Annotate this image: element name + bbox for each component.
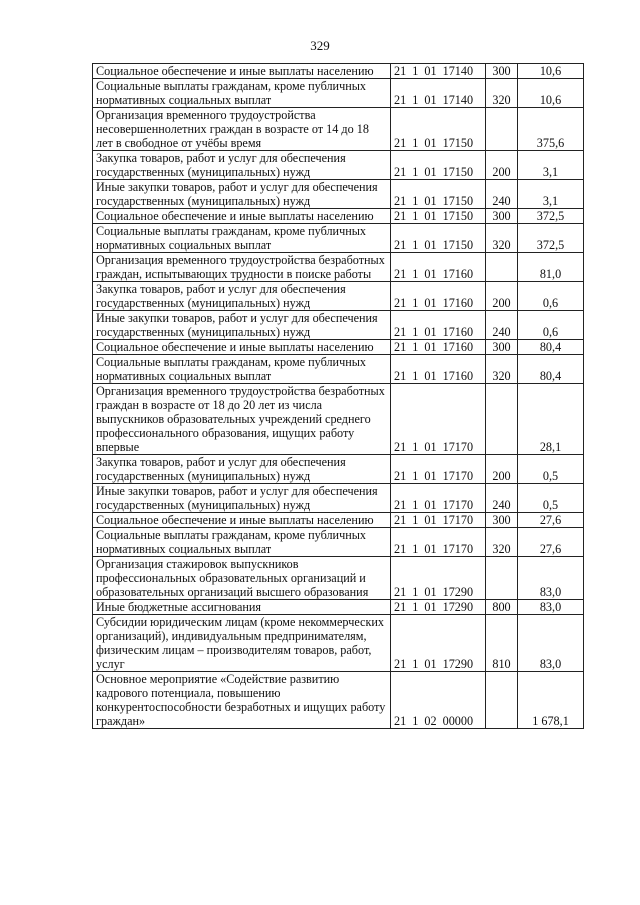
row-code: 21 1 01 17290 [391,600,486,615]
table-row [93,615,584,672]
table-row [93,108,584,151]
row-amount: 0,5 [518,455,584,484]
row-code: 21 1 01 17150 [391,180,486,209]
row-expense-type: 300 [486,64,518,79]
row-name: Социальные выплаты гражданам, кроме публичных нормативных социальных выплат [93,528,391,557]
row-code: 21 1 01 17170 [391,528,486,557]
row-expense-type: 810 [486,615,518,672]
table-row [93,282,584,311]
row-code: 21 1 01 17290 [391,557,486,600]
row-code: 21 1 01 17160 [391,355,486,384]
row-amount: 10,6 [518,64,584,79]
table-row [93,484,584,513]
row-code: 21 1 01 17170 [391,455,486,484]
row-code: 21 1 01 17150 [391,108,486,151]
row-name: Иные закупки товаров, работ и услуг для обеспечения государственных (муниципальных) нужд [93,484,391,513]
row-name: Социальные выплаты гражданам, кроме публичных нормативных социальных выплат [93,79,391,108]
row-amount: 83,0 [518,600,584,615]
row-code: 21 1 01 17160 [391,340,486,355]
row-expense-type: 200 [486,455,518,484]
table-row [93,151,584,180]
table-row [93,340,584,355]
row-name: Закупка товаров, работ и услуг для обеспечения государственных (муниципальных) нужд [93,151,391,180]
row-code: 21 1 02 00000 [391,672,486,729]
row-amount: 83,0 [518,615,584,672]
row-amount: 372,5 [518,224,584,253]
row-name: Субсидии юридическим лицам (кроме некоммерческих организаций), индивидуальным предпринимателям, физическим лицам – производителям товаров, работ, услуг [93,615,391,672]
row-expense-type: 300 [486,513,518,528]
table-row [93,672,584,729]
row-code: 21 1 01 17150 [391,151,486,180]
row-expense-type: 320 [486,224,518,253]
row-code: 21 1 01 17170 [391,384,486,455]
row-amount: 3,1 [518,151,584,180]
row-amount: 27,6 [518,528,584,557]
table-row [93,64,584,79]
row-expense-type [486,253,518,282]
row-amount: 0,6 [518,282,584,311]
row-name: Социальное обеспечение и иные выплаты населению [93,513,391,528]
row-amount: 375,6 [518,108,584,151]
row-amount: 80,4 [518,355,584,384]
table-row [93,384,584,455]
table-row [93,253,584,282]
row-expense-type: 240 [486,311,518,340]
row-name: Организация временного трудоустройства безработных граждан в возрасте от 18 до 20 лет из числа выпускников образовательных учреждений среднего профессионального образования, ищущих работу впервые [93,384,391,455]
table-row [93,180,584,209]
row-expense-type [486,672,518,729]
row-name: Закупка товаров, работ и услуг для обеспечения государственных (муниципальных) нужд [93,455,391,484]
row-code: 21 1 01 17170 [391,513,486,528]
row-code: 21 1 01 17140 [391,79,486,108]
row-amount: 0,6 [518,311,584,340]
row-expense-type: 300 [486,209,518,224]
row-amount: 3,1 [518,180,584,209]
budget-table-body [93,64,584,729]
row-amount: 27,6 [518,513,584,528]
page-number: 329 [310,38,330,53]
row-code: 21 1 01 17150 [391,209,486,224]
row-name: Организация временного трудоустройства несовершеннолетних граждан в возрасте от 14 до 18 лет в свободное от учёбы время [93,108,391,151]
budget-table [92,63,584,729]
table-row [93,224,584,253]
row-name: Основное мероприятие «Содействие развитию кадрового потенциала, повышению конкурентоспособности безработных и ищущих работу граждан» [93,672,391,729]
row-expense-type: 240 [486,180,518,209]
table-row [93,557,584,600]
row-code: 21 1 01 17140 [391,64,486,79]
table-row [93,455,584,484]
row-code: 21 1 01 17170 [391,484,486,513]
row-name: Социальное обеспечение и иные выплаты населению [93,340,391,355]
row-expense-type [486,557,518,600]
table-row [93,600,584,615]
row-name: Социальное обеспечение и иные выплаты населению [93,64,391,79]
row-name: Организация стажировок выпускников профессиональных образовательных организаций и образовательных организаций высшего образования [93,557,391,600]
row-amount: 80,4 [518,340,584,355]
table-row [93,513,584,528]
row-expense-type: 800 [486,600,518,615]
row-expense-type: 300 [486,340,518,355]
row-name: Иные закупки товаров, работ и услуг для обеспечения государственных (муниципальных) нужд [93,311,391,340]
row-expense-type: 200 [486,151,518,180]
row-amount: 81,0 [518,253,584,282]
row-amount: 0,5 [518,484,584,513]
row-name: Иные бюджетные ассигнования [93,600,391,615]
row-expense-type [486,108,518,151]
row-expense-type: 240 [486,484,518,513]
row-code: 21 1 01 17160 [391,311,486,340]
table-row [93,209,584,224]
row-expense-type [486,384,518,455]
row-name: Иные закупки товаров, работ и услуг для обеспечения государственных (муниципальных) нужд [93,180,391,209]
row-expense-type: 200 [486,282,518,311]
row-name: Социальное обеспечение и иные выплаты населению [93,209,391,224]
row-expense-type: 320 [486,79,518,108]
row-amount: 83,0 [518,557,584,600]
row-amount: 28,1 [518,384,584,455]
table-row [93,355,584,384]
row-amount: 1 678,1 [518,672,584,729]
row-code: 21 1 01 17160 [391,253,486,282]
row-code: 21 1 01 17150 [391,224,486,253]
row-name: Социальные выплаты гражданам, кроме публичных нормативных социальных выплат [93,355,391,384]
row-name: Закупка товаров, работ и услуг для обеспечения государственных (муниципальных) нужд [93,282,391,311]
row-code: 21 1 01 17290 [391,615,486,672]
table-row [93,79,584,108]
table-row [93,528,584,557]
row-name: Организация временного трудоустройства безработных граждан, испытывающих трудности в поиске работы [93,253,391,282]
row-code: 21 1 01 17160 [391,282,486,311]
table-row [93,311,584,340]
row-expense-type: 320 [486,355,518,384]
row-expense-type: 320 [486,528,518,557]
row-amount: 372,5 [518,209,584,224]
row-amount: 10,6 [518,79,584,108]
row-name: Социальные выплаты гражданам, кроме публичных нормативных социальных выплат [93,224,391,253]
